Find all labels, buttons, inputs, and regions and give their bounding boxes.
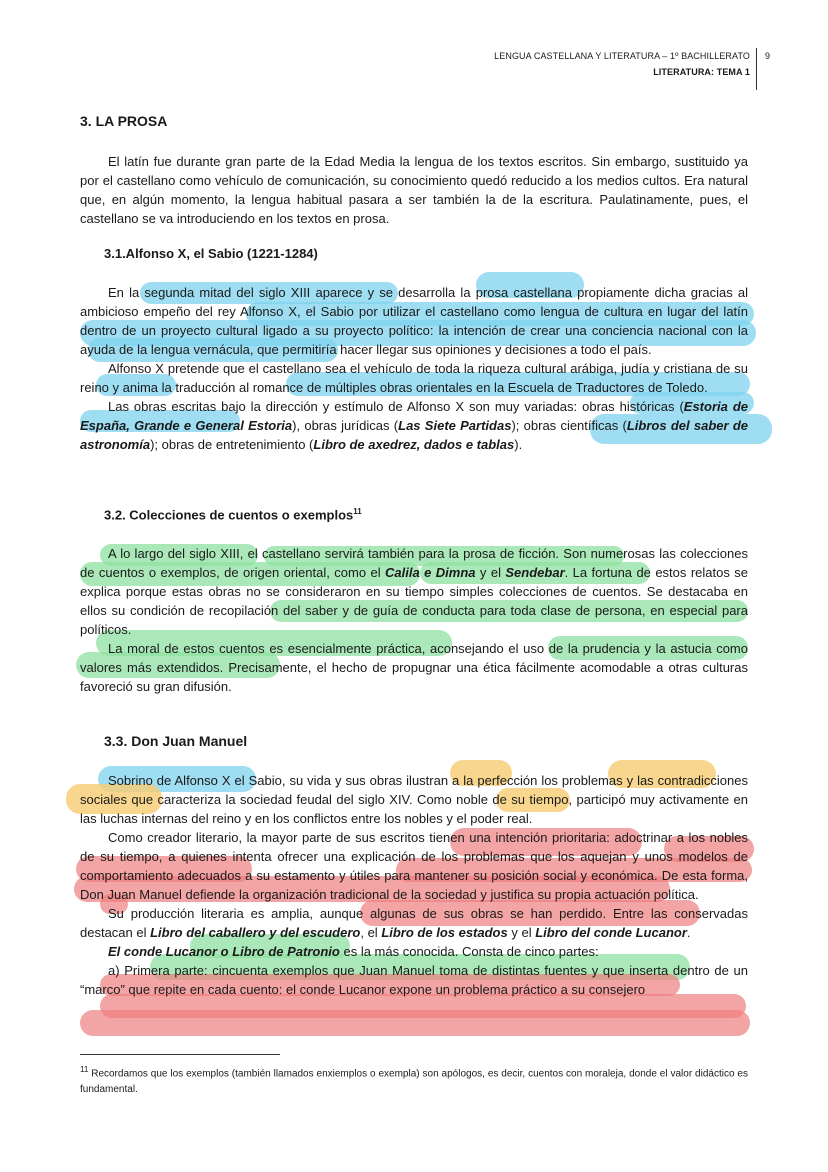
text-run: y el [475,565,506,580]
subsection-title-text: 3.2. Colecciones de cuentos o exemplos [104,507,354,523]
text-run: es la más conocida. Consta de cinco partes: [339,944,599,959]
header-topic: LITERATURA: TEMA 1 [653,67,750,77]
running-header [494,48,750,80]
footnote-ref: 11 [353,507,362,516]
paragraph: Como creador literario, la mayor parte de sus escritos tienen una intención prioritaria: adoctrinar a los nobles de su tiempo, a quienes intenta ofrecer una explicación de los problemas que los aquejan y unos modelos de comportamiento adecuados a su estamento y útiles para mantener su posición social y económica. De esta forma, Don Juan Manuel defiende la organización tradicional de la sociedad y justifica su propia actuación política. [80,830,748,902]
work-title: Estoria de España, Grande e General Estoria [80,399,748,433]
paragraph [80,544,748,639]
text-run: , el [360,925,382,940]
subsection-body-alfonso [80,283,748,454]
work-title: Libro de los estados [381,925,508,940]
footnote [80,1062,748,1098]
paragraph [80,397,748,454]
paragraph [80,904,748,942]
text-run: Su producción literaria es amplia, aunque algunas de sus obras se han perdido. Entre las conservadas destacan el [80,906,748,940]
text-run: ); obras científicas ( [511,418,627,433]
subsection-body-exemplos [80,544,748,696]
subsection-title-alfonso: 3.1.Alfonso X, el Sabio (1221-1284) [104,246,318,261]
section-title: 3. LA PROSA [80,113,168,129]
header-subject: LENGUA CASTELLANA Y LITERATURA – 1º BACHILLERATO [494,51,750,61]
highlight-red [80,1010,750,1036]
work-title: Libros del saber de astronomía [80,418,749,452]
work-title: Sendebar [505,565,565,580]
subsection-body-juan-manuel [80,771,748,999]
work-title: Las Siete Partidas [398,418,512,433]
page-number: 9 [756,48,770,90]
footnote-number: 11 [80,1065,89,1074]
work-title: Libro del conde Lucanor [535,925,687,940]
work-title: Libro del caballero y del escudero [150,925,361,940]
paragraph [80,942,748,961]
text-run: . La fortuna de estos relatos se explica porque estas obras no se consideraron en su tiempo simples colecciones de cuentos. Se destacaba en ellos su condición de recopilación del saber y de guía de conducta para toda clase de persona, en especial para políticos. [80,565,748,637]
text-run: ). [514,437,523,452]
paragraph: Alfonso X pretende que el castellano sea el vehículo de toda la riqueza cultural arábiga, judía y cristiana de su reino y anima la traducción al romance de múltiples obras orientales en la Escuela de Traductores de Toledo. [80,361,748,395]
text-run: ); obras de entretenimiento ( [150,437,314,452]
paragraph: En la segunda mitad del siglo XIII aparece y se desarrolla la prosa castellana propiamente dicha gracias al ambicioso empeño del rey Alfonso X, el Sabio por utilizar el castellano como lengua de cultura en lugar del latín dentro de un proyecto cultural ligado a su proyecto político: la intención de crear una conciencia nacional con la ayuda de la lengua vernácula, que permitiría hacer llegar sus opiniones y decisiones a todo el país. [80,285,748,357]
footnote-divider [80,1054,280,1055]
text-run: Las obras escritas bajo la dirección y estímulo de Alfonso X son muy variadas: obras históricas ( [108,399,684,414]
work-title: Calila e Dimna [385,565,476,580]
work-title: Libro de axedrez, dados e tablas [313,437,515,452]
footnote-text: Recordamos que los exemplos (también llamados enxiemplos o exempla) son apólogos, es decir, cuentos con moraleja, donde el valor didáctico es fundamental. [80,1068,748,1096]
text-run: A lo largo del siglo XIII, el castellano servirá también para la prosa de ficción. Son numerosas las colecciones de cuentos o exemplos, de origen oriental, como el [80,546,748,580]
subsection-title-juan-manuel: 3.3. Don Juan Manuel [104,733,248,749]
text-run: . [686,925,691,940]
subsection-title-exemplos [104,507,362,522]
paragraph: La moral de estos cuentos es esencialmente práctica, aconsejando el uso de la prudencia y la astucia como valores más extendidos. Precisamente, el hecho de propugnar una ética fácilmente acomodable a otras culturas favoreció su gran difusión. [80,641,748,694]
paragraph: a) Primera parte: cincuenta exemplos que Juan Manuel toma de distintas fuentes y que inserta dentro de un “marco” que repite en cada cuento: el conde Lucanor expone un problema práctico a su consejero [80,963,748,997]
text-run: y el [507,925,536,940]
paragraph: El latín fue durante gran parte de la Edad Media la lengua de los textos escritos. Sin embargo, sustituido ya por el castellano como vehículo de comunicación, su conocimiento quedó reducido a los medios cultos. Era natural que, en algún momento, la lengua habitual pasara a ser también la de la escritura. Paulatinamente, pues, el castellano se va introduciendo en los textos en prosa. [80,154,748,226]
work-title: El conde Lucanor o Libro de Patronio [108,944,340,959]
section-intro [80,152,748,228]
text-run: ), obras jurídicas ( [292,418,399,433]
paragraph: Sobrino de Alfonso X el Sabio, su vida y sus obras ilustran a la perfección los problemas y las contradicciones sociales que caracteriza la sociedad feudal del siglo XIV. Como noble de su tiempo, participó muy activamente en las luchas internas del reino y en los conflictos entre los nobles y el poder real. [80,773,748,826]
